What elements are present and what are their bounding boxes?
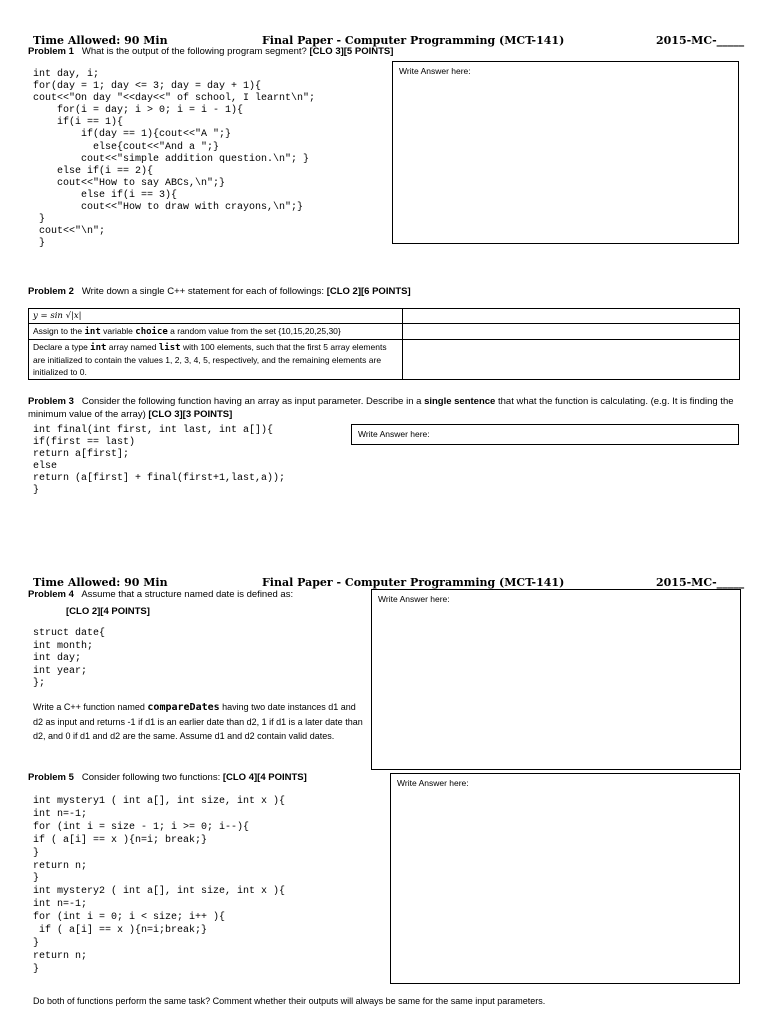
table-row	[29, 309, 740, 324]
problem4-heading	[28, 589, 293, 600]
text: having two date instances d1 and d2 as input and returns -1 if d1 is an earlier date than d2, 1 if d1 is a later date than d2, and 0 if d1 and d2 are the same. Assume d1 and d2 contain valid dates.	[33, 702, 363, 741]
problem3-label: Problem 3	[28, 396, 74, 407]
table-row	[29, 340, 740, 380]
problem1-heading	[28, 46, 393, 57]
answer-label: Write Answer here:	[397, 778, 469, 788]
problem4-description	[33, 700, 363, 743]
problem4-text: Assume that a structure named date is defined as:	[81, 589, 294, 600]
problem3-answer-box[interactable]	[351, 424, 739, 445]
problem5-label: Problem 5	[28, 772, 74, 783]
problem5-question: Do both of functions perform the same task? Comment whether their outputs will always be same for the same input parameters.	[33, 996, 546, 1006]
problem5-answer-box[interactable]	[390, 773, 740, 984]
problem3-emph: single sentence	[424, 396, 496, 407]
problem1-answer-box[interactable]	[392, 61, 739, 244]
keyword: compareDates	[147, 702, 220, 713]
header-title: Final Paper - Computer Programming (MCT-141)	[262, 34, 565, 47]
header-time: Time Allowed: 90 Min	[33, 34, 168, 47]
problem2-tag: [CLO 2][6 POINTS]	[326, 286, 411, 297]
problem2-row3-question	[29, 340, 403, 380]
problem2-row2-answer[interactable]	[403, 324, 740, 340]
problem1-label: Problem 1	[28, 46, 74, 57]
keyword: int	[90, 343, 107, 353]
problem2-label: Problem 2	[28, 286, 74, 297]
header-title-2: Final Paper - Computer Programming (MCT-141)	[262, 576, 565, 589]
problem4-code: struct date{ int month; int day; int year; };	[33, 628, 106, 689]
problem2-row2-question	[29, 324, 403, 340]
problem2-table	[28, 308, 740, 380]
problem2-row1-question: y = sin √|x|	[29, 309, 403, 324]
keyword: int	[84, 327, 101, 337]
problem1-text: What is the output of the following program segment?	[81, 46, 307, 57]
answer-label: Write Answer here:	[378, 594, 450, 604]
header-time-2: Time Allowed: 90 Min	[33, 576, 168, 589]
text: with 100 elements, such that the first 5 array elements are initialized to contain the values 1, 2, 3, 4, 5, respectively, and the remaining elements are initialized to 0.	[33, 342, 387, 377]
problem4-answer-box[interactable]	[371, 589, 741, 770]
problem4-label: Problem 4	[28, 589, 74, 600]
text: variable	[100, 326, 136, 336]
keyword: list	[158, 343, 181, 353]
answer-label: Write Answer here:	[358, 429, 430, 439]
problem1-tag: [CLO 3][5 POINTS]	[309, 46, 394, 57]
header-roll-2: 2015-MC-_____	[656, 576, 745, 589]
problem2-heading	[28, 286, 411, 297]
problem4-tag: [CLO 2][4 POINTS]	[66, 606, 150, 617]
problem3-heading	[28, 395, 743, 421]
text: array named	[106, 342, 159, 352]
problem1-code: int day, i; for(day = 1; day <= 3; day = day + 1){ cout<<"On day "<<day<<" of school, I learnt\n"; for(i = day; i > 0; i = i - 1){ if(i == 1){ if(day == 1){cout<<"A ";} else{cout<<"And a ";} cout<<"simple addition question.\n"; } else if(i == 2){ cout<<"How to say ABCs,\n";} else if(i == 3){ cout<<"How to draw with crayons,\n";} } cout<<"\n"; }	[33, 69, 316, 250]
problem3-text-2: that what the function is calculating. (e.g. It is finding the minimum value of the array)	[28, 396, 734, 420]
answer-label: Write Answer here:	[399, 66, 471, 76]
problem2-row1-answer[interactable]	[403, 309, 740, 324]
problem2-row3-answer[interactable]	[403, 340, 740, 380]
problem3-code: int final(int first, int last, int a[]){ if(first == last) return a[first]; else return (a[first] + final(first+1,last,a)); }	[33, 425, 286, 497]
problem5-tag: [CLO 4][4 POINTS]	[222, 772, 307, 783]
text: Assign to the	[33, 326, 85, 336]
problem5-code: int mystery1 ( int a[], int size, int x ){ int n=-1; for (int i = size - 1; i >= 0; i--){ if ( a[i] == x ){n=i; break;} } return n; } int mystery2 ( int a[], int size, int x ){ int n=-1; for (int i = 0; i < size; i++ ){ if ( a[i] == x ){n=i;break;} } return n; }	[33, 796, 286, 975]
header-roll: 2015-MC-_____	[656, 34, 745, 47]
problem5-text: Consider following two functions:	[81, 772, 221, 783]
problem5-heading	[28, 772, 307, 783]
problem3-tag: [CLO 3][3 POINTS]	[148, 409, 233, 420]
text: a random value from the set {10,15,20,25,30}	[167, 326, 341, 336]
problem3-text: Consider the following function having an array as input parameter. Describe in a	[81, 396, 425, 407]
problem2-text: Write down a single C++ statement for each of followings:	[81, 286, 325, 297]
text: Declare a type	[33, 342, 91, 352]
text: Write a C++ function named	[33, 702, 148, 712]
table-row	[29, 324, 740, 340]
keyword: choice	[135, 327, 168, 337]
